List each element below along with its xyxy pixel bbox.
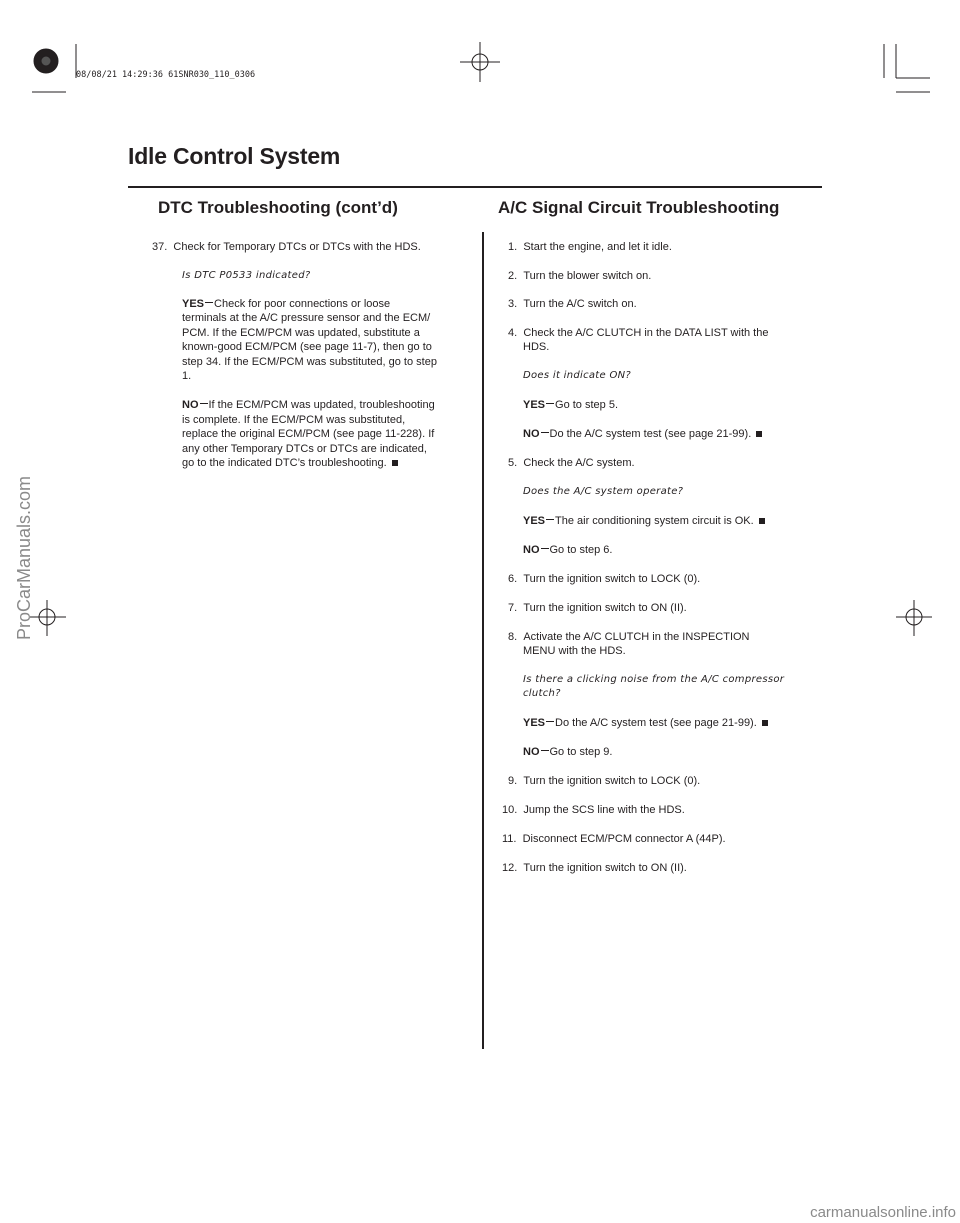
no-line-4: go to the indicated DTC’s troubleshooting. [182,456,398,471]
yes-line-1: terminals at the A/C pressure sensor and the ECM/ [182,312,431,324]
answer-4-yes: YES Go to step 5. [523,399,618,411]
question-37: Is DTC P0533 indicated? [182,270,311,281]
yes-label: YES [182,298,205,310]
step-11: 11. Disconnect ECM/PCM connector A (44P). [502,833,726,845]
yes-line-5: 1. [182,370,192,382]
step-12: 12. Turn the ignition switch to ON (II). [502,862,687,874]
left-section-heading: DTC Troubleshooting (cont’d) [158,198,398,217]
step-8: 8. Activate the A/C CLUTCH in the INSPECTION [508,631,750,643]
step-4-cont: HDS. [523,341,550,353]
end-square-icon [762,720,768,726]
end-square-icon [759,518,765,524]
yes-line-3: known-good ECM/PCM (see page 11-7), then go to [182,341,432,353]
no-label: NO [182,399,199,411]
step-9: 9. Turn the ignition switch to LOCK (0). [508,775,701,787]
column-divider [482,232,484,1049]
answer-8-yes: YES Do the A/C system test (see page 21-99). [523,716,768,731]
print-timestamp: 08/08/21 14:29:36 61SNR030_110_0306 [76,70,256,80]
step-2: 2. Turn the blower switch on. [508,270,652,282]
answer-4-no: NO Do the A/C system test (see page 21-99). [523,427,762,442]
step-8-cont: MENU with the HDS. [523,645,626,657]
answer-5-yes: YES The air conditioning system circuit is OK. [523,514,765,529]
step-text: Check for Temporary DTCs or DTCs with the HDS. [173,241,421,253]
answer-5-no: NO Go to step 6. [523,544,613,556]
yes-line-2: PCM. If the ECM/PCM was updated, substitute a [182,327,420,339]
no-line-2: replace the original ECM/PCM (see page 11-228). If [182,428,435,440]
yes-line-4: step 34. If the ECM/PCM was substituted, go to step [182,356,437,368]
step-37 [152,240,421,255]
step-10: 10. Jump the SCS line with the HDS. [502,804,685,816]
step-4: 4. Check the A/C CLUTCH in the DATA LIST with the [508,327,769,339]
page-title: Idle Control System [128,143,341,169]
footer-watermark: carmanualsonline.info [810,1204,956,1221]
question-8-cont: clutch? [523,688,561,699]
side-watermark: ProCarManuals.com [14,475,34,640]
end-square-icon [392,460,398,466]
step-6: 6. Turn the ignition switch to LOCK (0). [508,573,701,585]
end-square-icon [756,431,762,437]
question-4: Does it indicate ON? [523,370,632,381]
question-8: Is there a clicking noise from the A/C compressor [523,674,785,685]
step-3: 3. Turn the A/C switch on. [508,298,637,310]
yes-line-0: YES Check for poor connections or loose [182,298,391,310]
no-line-3: any other Temporary DTCs or DTCs are indicated, [182,443,427,455]
right-section-heading: A/C Signal Circuit Troubleshooting [498,198,780,217]
question-5: Does the A/C system operate? [523,486,684,497]
no-line-1: is complete. If the ECM/PCM was substituted, [182,414,406,426]
answer-8-no: NO Go to step 9. [523,746,613,758]
no-line-0: NO If the ECM/PCM was updated, troubleshooting [182,399,435,411]
step-5: 5. Check the A/C system. [508,457,635,469]
step-number: 37. [152,241,168,253]
title-rule [128,186,822,188]
step-7: 7. Turn the ignition switch to ON (II). [508,602,687,614]
step-1: 1. Start the engine, and let it idle. [508,241,672,253]
